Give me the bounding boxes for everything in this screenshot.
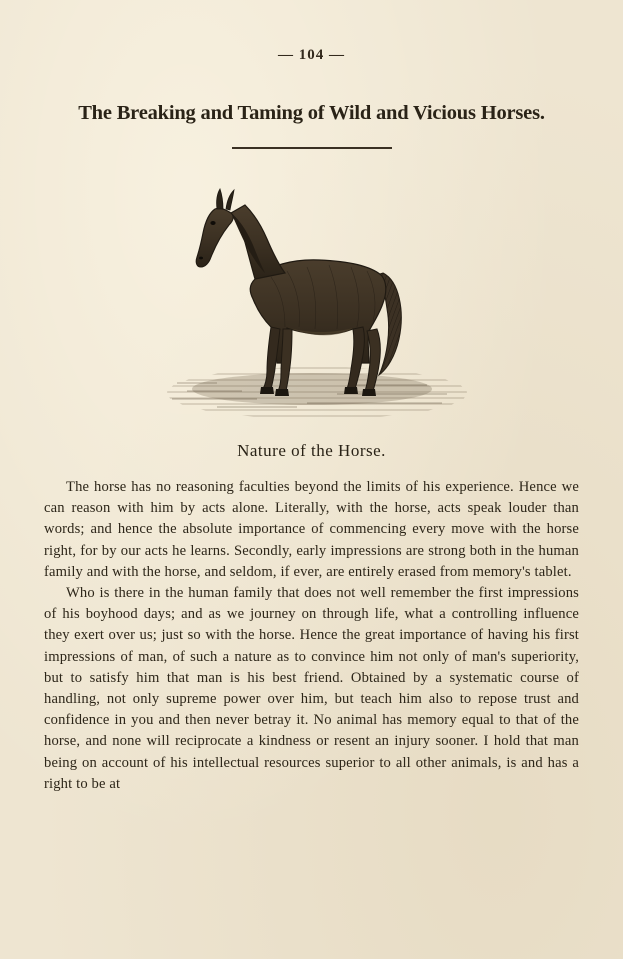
section-title: Nature of the Horse. (237, 441, 386, 460)
horse-engraving (147, 161, 477, 431)
title-divider (232, 147, 392, 149)
paragraph: The horse has no reasoning faculties beyond the limits of his experience. Hence we can reason with him by acts alone. Literally, with the horse, acts speak louder than words; and hence the absolute importance of commencing every move with the horse right, for by our acts he learns. Secondly, early impressions are strong both in the human family and with the horse, and seldom, if ever, are entirely erased from memory's tablet. (44, 479, 579, 580)
page-title: The Breaking and Taming of Wild and Vicious Horses. (78, 102, 545, 124)
body-text (44, 477, 579, 795)
page-number: — 104 — (278, 47, 345, 63)
paragraph: Who is there in the human family that does not well remember the first impressions of his boyhood days; and as we journey on through life, what a controlling influence they exert over us; just so with the horse. Hence the great importance of having his first impressions of man, of such a nature as to convince him not only of man's superiority, but to satisfy him that man is his best friend. Obtained by a systematic course of handling, not only supreme power over him, but teach him also to repose trust and confidence in you and then never betray it. No animal has memory equal to that of the horse, and none will reciprocate a kindness or resent an injury sooner. I hold that man being on account of his intellectual resources superior to all other animals, is and has a right to be at (44, 585, 579, 792)
